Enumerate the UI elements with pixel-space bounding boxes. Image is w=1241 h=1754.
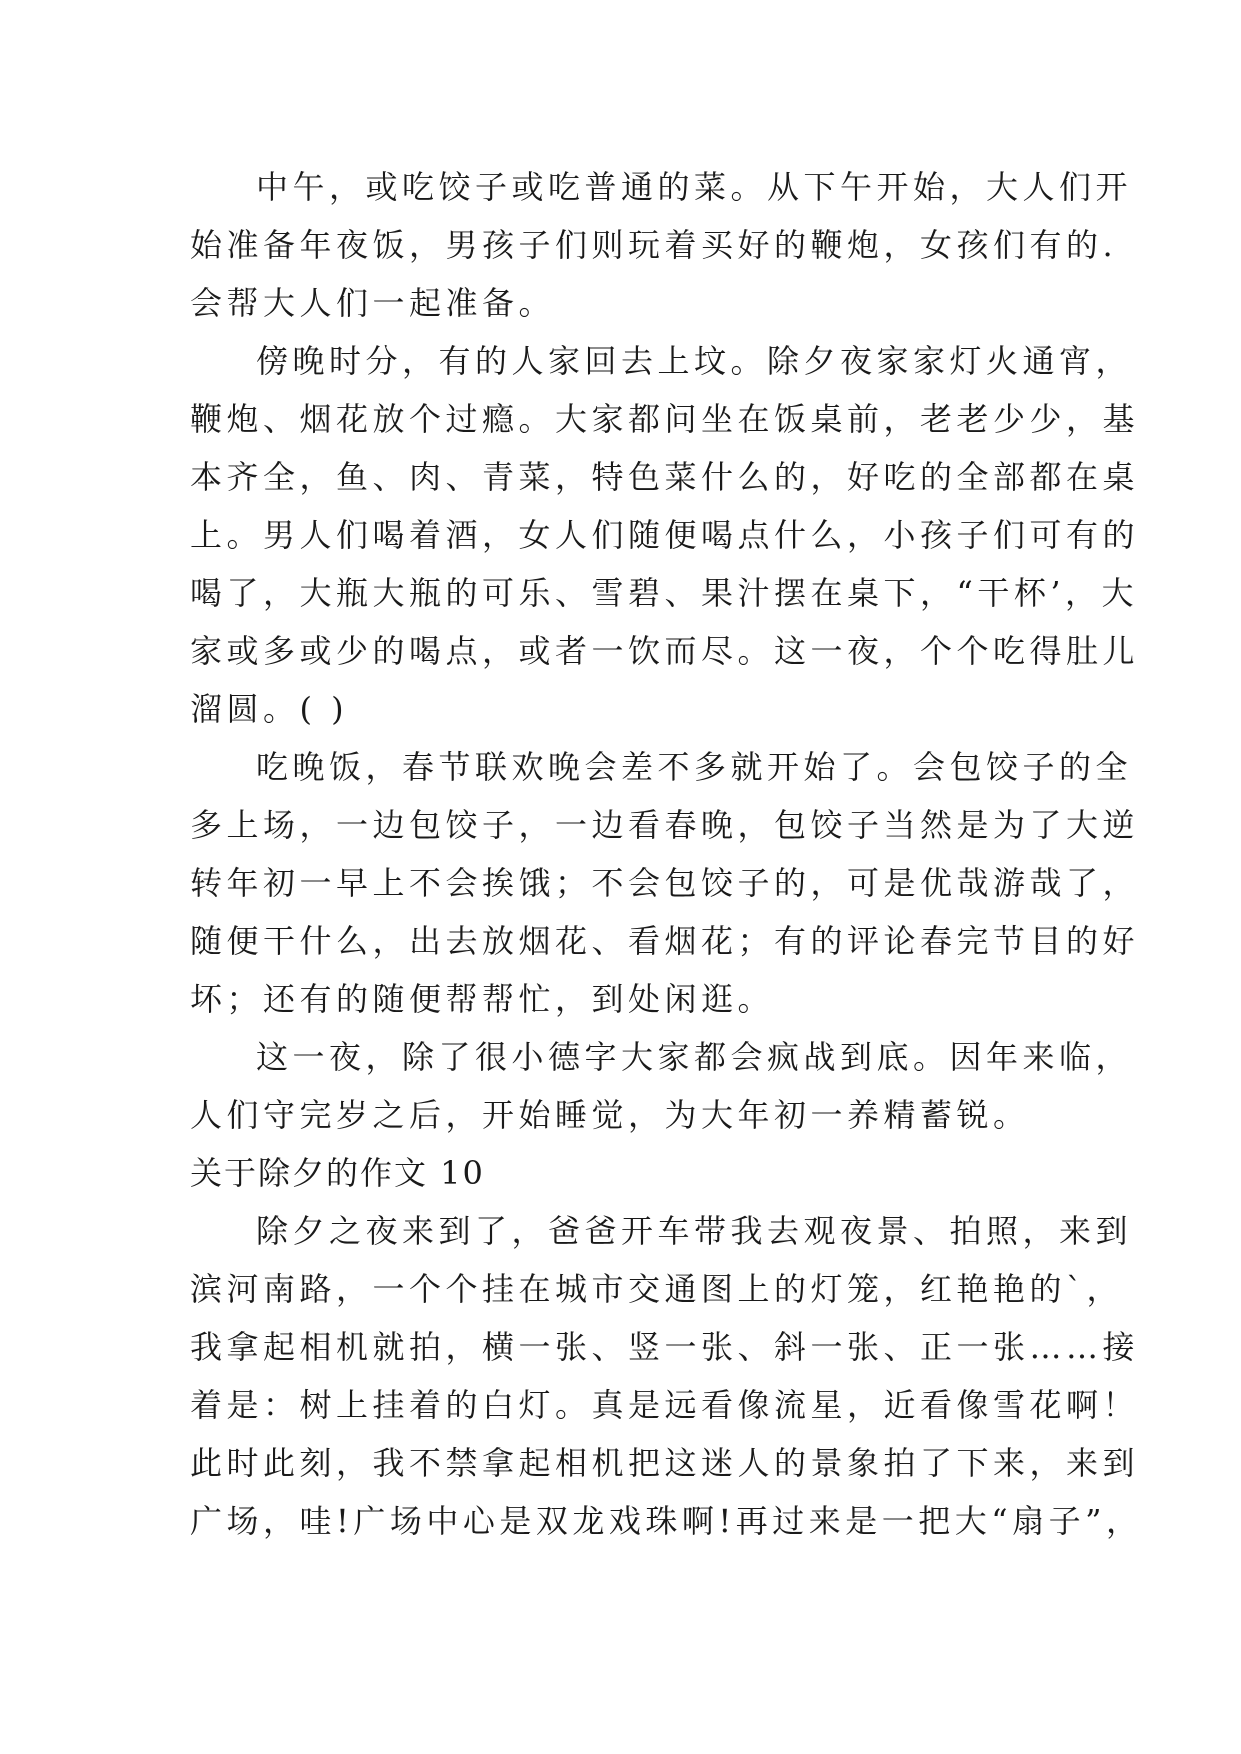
text-line: 鞭炮、烟花放个过瘾。大家都问坐在饭桌前，老老少少，基 <box>190 400 1140 438</box>
text-line: 家或多或少的喝点，或者一饮而尽。这一夜，个个吃得肚儿 <box>190 632 1140 670</box>
text-line: 转年初一早上不会挨饿；不会包饺子的，可是优哉游哉了， <box>190 864 1140 902</box>
text-line: 坏；还有的随便帮帮忙，到处闲逛。 <box>190 980 775 1018</box>
text-line: 始准备年夜饭，男孩子们则玩着买好的鞭炮，女孩们有的. <box>190 226 1118 264</box>
text-line: 这一夜，除了很小德字大家都会疯战到底。因年来临， <box>256 1038 1133 1076</box>
text-line: 喝了，大瓶大瓶的可乐、雪碧、果汁摆在桌下，“干杯’，大 <box>190 574 1139 612</box>
text-line: 多上场，一边包饺子，一边看春晚，包饺子当然是为了大逆 <box>190 806 1140 844</box>
text-line: 傍晚时分，有的人家回去上坟。除夕夜家家灯火通宵， <box>256 342 1133 380</box>
text-line: 滨河南路，一个个挂在城市交通图上的灯笼，红艳艳的`， <box>190 1270 1124 1308</box>
text-line: 随便干什么，出去放烟花、看烟花；有的评论春完节目的好 <box>190 922 1140 960</box>
text-line: 上。男人们喝着酒，女人们随便喝点什么，小孩子们可有的 <box>190 516 1140 554</box>
text-line: 会帮大人们一起准备。 <box>190 284 556 322</box>
text-line: 溜圆。( ) <box>190 690 349 728</box>
document-page <box>190 158 1143 1550</box>
text-line: 我拿起相机就拍，横一张、竖一张、斜一张、正一张……接 <box>190 1328 1140 1366</box>
section-heading: 关于除夕的作文 10 <box>190 1154 485 1192</box>
text-line: 本齐全，鱼、肉、青菜，特色菜什么的，好吃的全部都在桌 <box>190 458 1140 496</box>
text-line: 广场，哇!广场中心是双龙戏珠啊!再过来是一把大“扇子”， <box>190 1502 1143 1540</box>
text-line: 中午，或吃饺子或吃普通的菜。从下午开始，大人们开 <box>256 168 1133 206</box>
text-line: 着是：树上挂着的白灯。真是远看像流星，近看像雪花啊！ <box>190 1386 1140 1424</box>
text-line: 吃晚饭，春节联欢晚会差不多就开始了。会包饺子的全 <box>256 748 1133 786</box>
text-line: 除夕之夜来到了，爸爸开车带我去观夜景、拍照，来到 <box>256 1212 1133 1250</box>
text-line: 此时此刻，我不禁拿起相机把这迷人的景象拍了下来，来到 <box>190 1444 1140 1482</box>
text-line: 人们守完岁之后，开始睡觉，为大年初一养精蓄锐。 <box>190 1096 1030 1134</box>
